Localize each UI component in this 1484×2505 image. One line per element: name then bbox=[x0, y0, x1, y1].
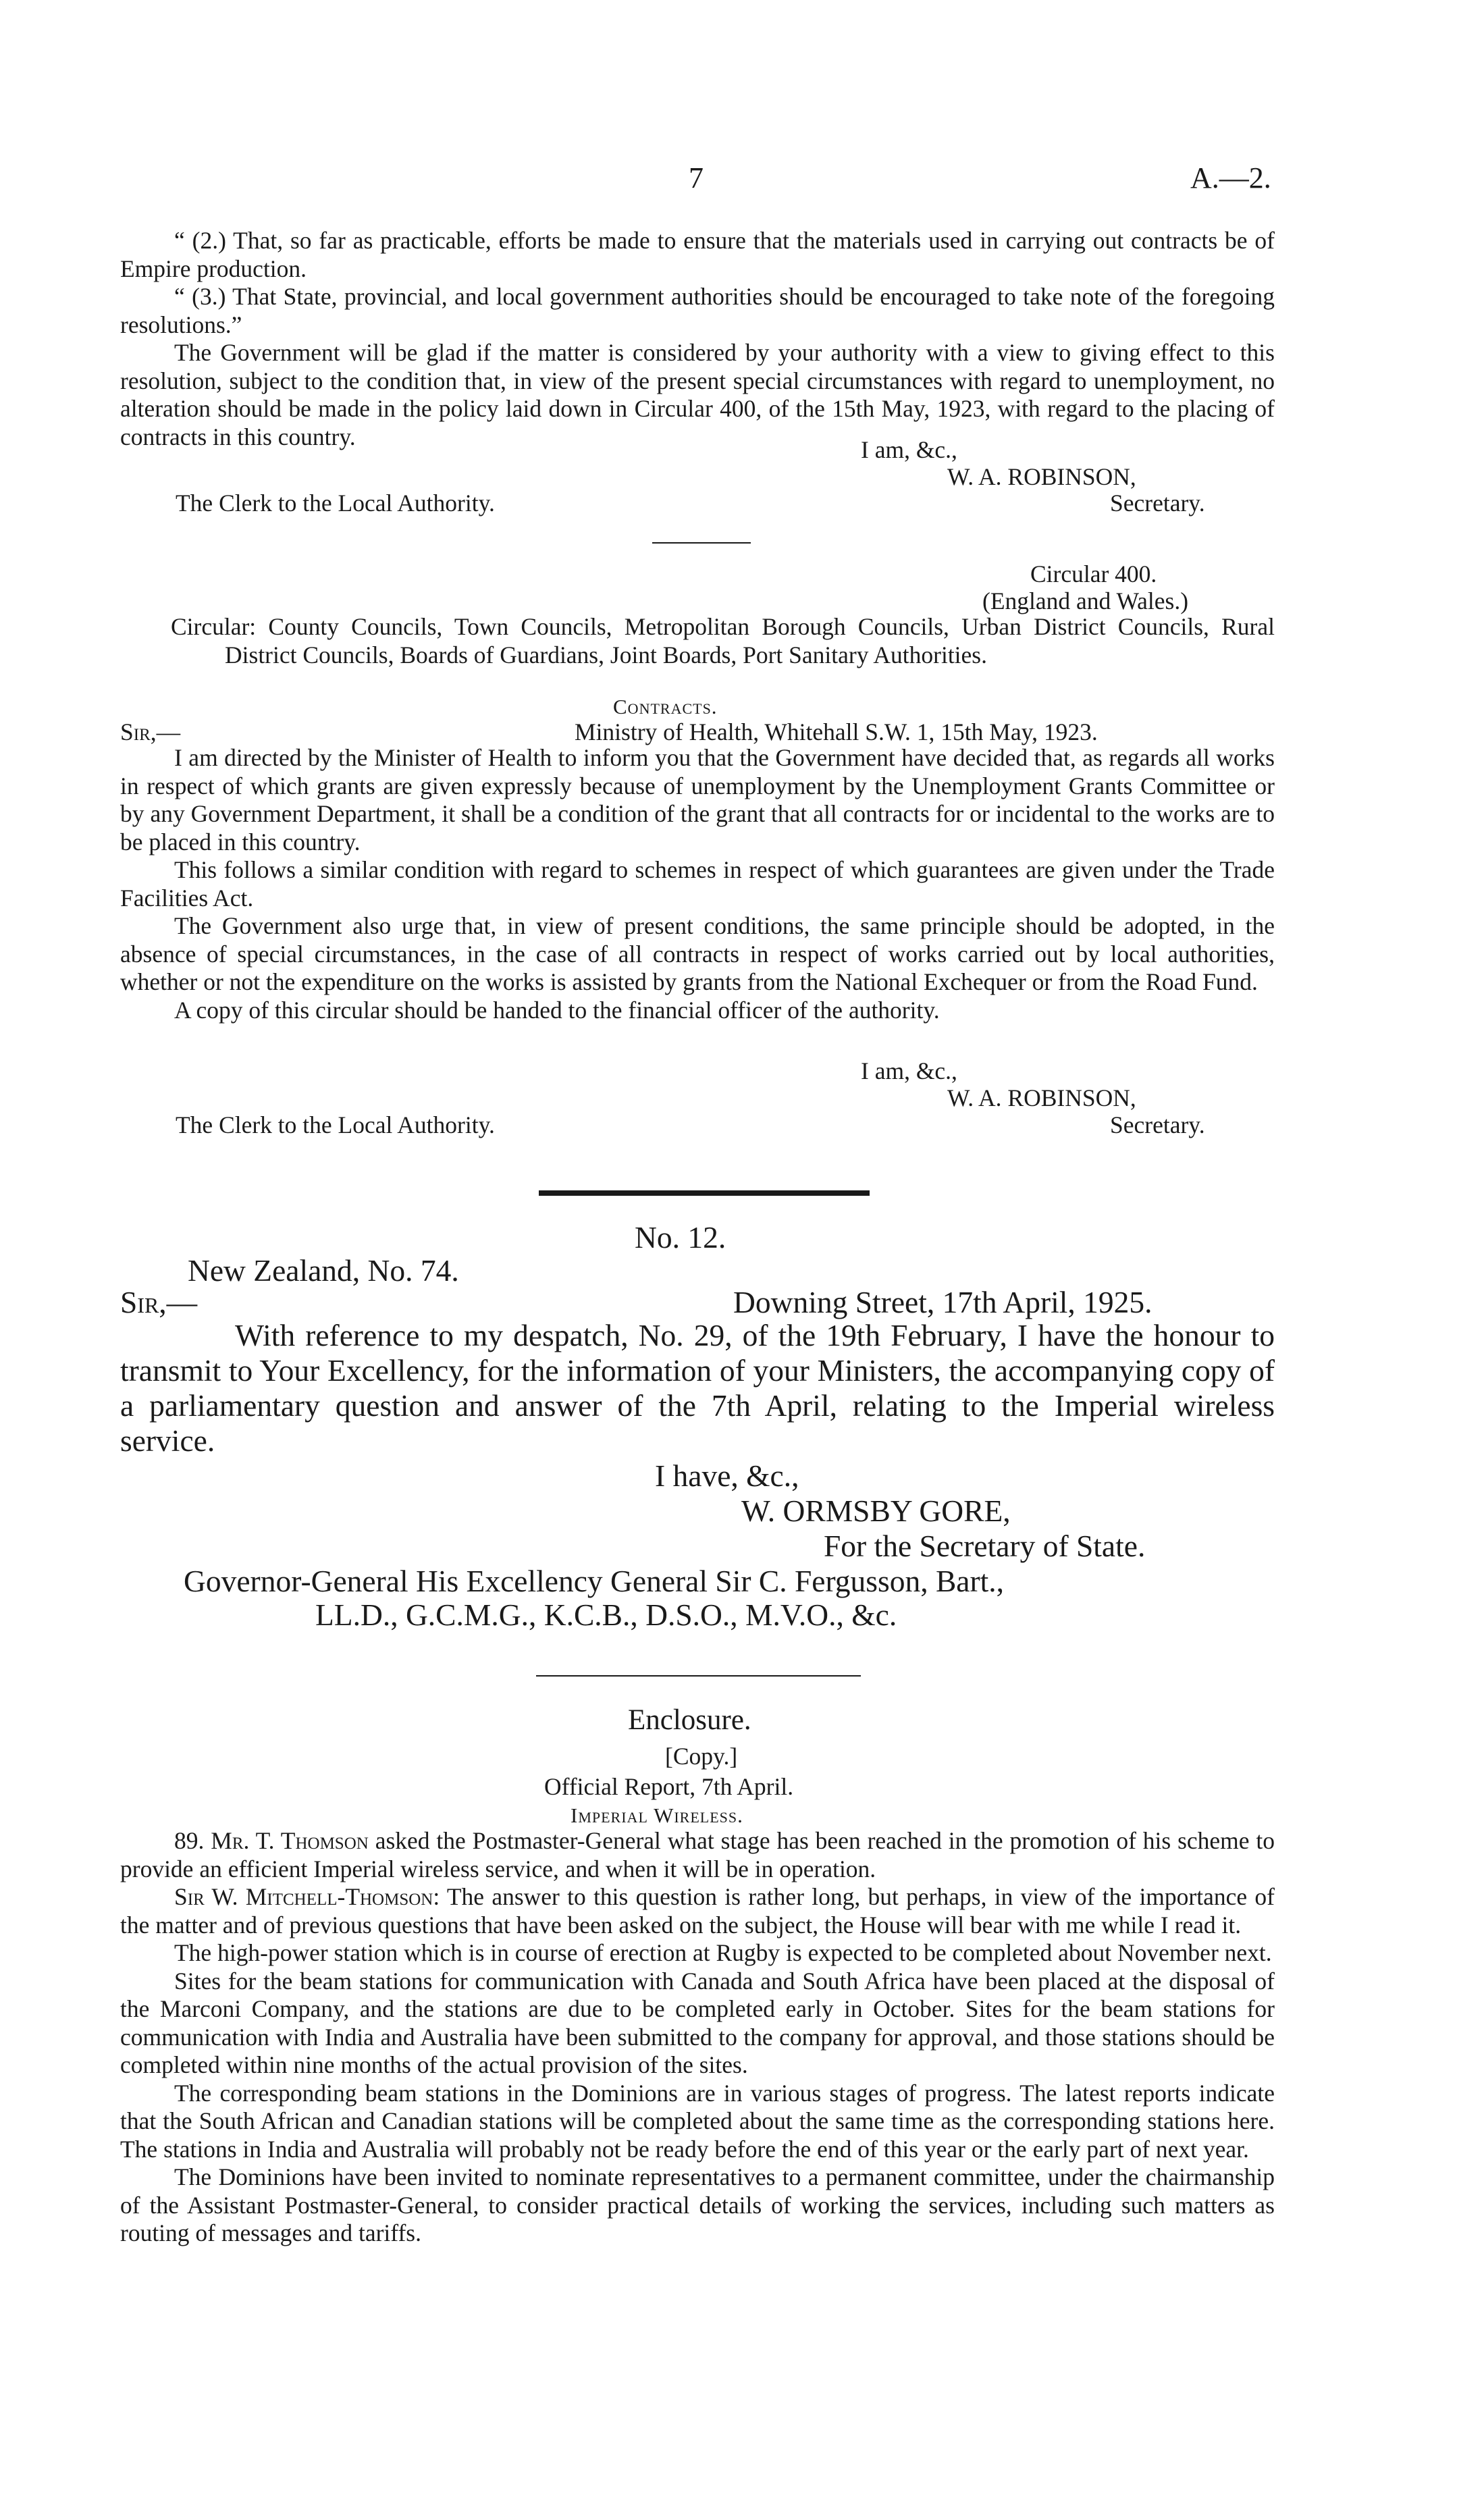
resolution-3: “ (3.) That State, provincial, and local government authorities should be encouraged to take note of the foregoing resolutions.” bbox=[120, 283, 1275, 338]
answer-paragraph-dominions: The corresponding beam stations in the Dominions are in various stages of progress. The latest reports indicate that the South African and Canadian stations will be completed about the same time as the corresponding stations here. The stations in India and Australia will probably not be ready before the end of this year or the early part of next year. bbox=[120, 2079, 1275, 2163]
answer-paragraph-sites: Sites for the beam stations for communication with Canada and South Africa have been placed at the disposal of the Marconi Company, and the stations are due to be completed early in October. Sites for the beam stations for communication with India and Australia have been submitted to the company for approval, and those stations should be completed within nine months of the actual provision of the sites. bbox=[120, 1967, 1275, 2078]
addressee-2: The Clerk to the Local Authority. bbox=[176, 1111, 495, 1138]
enclosure-body bbox=[120, 1827, 1275, 2248]
question-paragraph bbox=[120, 1827, 1275, 1883]
thick-divider bbox=[539, 1190, 870, 1196]
government-paragraph: The Government will be glad if the matter is considered by your authority with a view to giving effect to this resolution, subject to the condition that, in view of the present special circumstances with regard to unemployment, no alteration should be made in the policy laid down in Circular 400, of the 15th May, 1923, with regard to the placing of contracts in this country. bbox=[120, 339, 1275, 450]
circular-number: Circular 400. bbox=[1030, 560, 1157, 587]
short-divider-1 bbox=[652, 542, 751, 544]
circular-salutation: Sir,— bbox=[120, 718, 181, 745]
closing-2: I am, &c., bbox=[861, 1057, 957, 1084]
question-text: asked the Postmaster-General what stage has been reached in the promotion of his scheme to provide an efficient Imperial wireless service, and when it will be in operation. bbox=[120, 1827, 1275, 1882]
despatch-for-title: For the Secretary of State. bbox=[824, 1529, 1146, 1563]
signatory-1: W. A. ROBINSON, bbox=[947, 463, 1136, 490]
despatch-place-date: Downing Street, 17th April, 1925. bbox=[733, 1285, 1152, 1319]
page-number: 7 bbox=[689, 161, 704, 194]
despatch-signatory: W. ORMSBY GORE, bbox=[741, 1494, 1011, 1528]
despatch-closing: I have, &c., bbox=[655, 1458, 799, 1493]
signatory-2: W. A. ROBINSON, bbox=[947, 1084, 1136, 1111]
addressee-1: The Clerk to the Local Authority. bbox=[176, 490, 495, 517]
despatch-addressee-line-2: LL.D., G.C.M.G., K.C.B., D.S.O., M.V.O., &c. bbox=[315, 1598, 897, 1632]
short-divider-2 bbox=[536, 1675, 861, 1677]
document-reference: A.—2. bbox=[1190, 161, 1271, 194]
question-speaker: Mr. T. Thomson bbox=[211, 1827, 369, 1854]
despatch-number: No. 12. bbox=[635, 1220, 726, 1255]
answer-paragraph-committee: The Dominions have been invited to nominate representatives to a permanent committee, under the chairmanship of the Assistant Postmaster-General, to consider practical details of working the services, including such matters as routing of messages and tariffs. bbox=[120, 2163, 1275, 2246]
signatory-title-1: Secretary. bbox=[1110, 490, 1205, 517]
closing-1: I am, &c., bbox=[861, 436, 957, 463]
enclosure-heading: Enclosure. bbox=[628, 1704, 751, 1736]
circular-region: (England and Wales.) bbox=[982, 587, 1189, 614]
circular-paragraph-1: I am directed by the Minister of Health to inform you that the Government have decided that, as regards all works in respect of which grants are given expressly because of unemployment by the Unemployment Grants Committee or by any Government Department, it shall be a condition of the grant that all contracts for or incidental to the works are to be placed in this country. bbox=[120, 744, 1275, 855]
despatch-addressee-line-1: Governor-General His Excellency General Sir C. Fergusson, Bart., bbox=[184, 1564, 1005, 1598]
answer-text: : The answer to this question is rather long, but perhaps, in view of the importance of the matter and of previous questions that have been asked on the subject, the House will bear with me while I read it. bbox=[120, 1883, 1275, 1939]
continuation-section bbox=[120, 227, 1275, 451]
question-number: 89. bbox=[174, 1827, 205, 1854]
enclosure-report-title: Official Report, 7th April. bbox=[544, 1773, 794, 1800]
circular-paragraph-2: This follows a similar condition with regard to schemes in respect of which guarantees are given under the Trade Facilities Act. bbox=[120, 856, 1275, 912]
circular-paragraph-3: The Government also urge that, in view of present conditions, the same principle should be adopted, in the absence of special circumstances, in the case of all contracts in respect of works carried out by local authorities, whether or not the expenditure on the works is assisted by grants from the National Exchequer or from the Road Fund. bbox=[120, 912, 1275, 995]
enclosure-subject: Imperial Wireless. bbox=[571, 1803, 743, 1827]
answer-paragraph-rugby: The high-power station which is in course of erection at Rugby is expected to be completed about November next. bbox=[174, 1939, 1272, 1966]
despatch-reference: New Zealand, No. 74. bbox=[188, 1253, 459, 1288]
enclosure-copy-note: [Copy.] bbox=[665, 1743, 738, 1770]
circular-place-date: Ministry of Health, Whitehall S.W. 1, 15th May, 1923. bbox=[575, 718, 1098, 745]
circular-body bbox=[120, 744, 1275, 1024]
circular-heading: Contracts. bbox=[613, 695, 718, 718]
circular-paragraph-4: A copy of this circular should be handed to the financial officer of the authority. bbox=[174, 996, 940, 1024]
despatch-body: With reference to my despatch, No. 29, of the 19th February, I have the honour to transmit to Your Excellency, for the information of your Ministers, the accompanying copy of a parliamentary question and answer of the 7th April, relating to the Imperial wireless service. bbox=[120, 1318, 1275, 1458]
despatch-salutation: Sir,— bbox=[120, 1285, 198, 1319]
answer-paragraph bbox=[120, 1883, 1275, 1939]
circular-distribution: Circular: County Councils, Town Councils, Metropolitan Borough Councils, Urban District Councils, Rural District Councils, Boards of Guardians, Joint Boards, Port Sanitary Authorities. bbox=[171, 613, 1275, 668]
signatory-title-2: Secretary. bbox=[1110, 1111, 1205, 1138]
answer-speaker: Sir W. Mitchell-Thomson bbox=[174, 1883, 433, 1910]
resolution-2: “ (2.) That, so far as practicable, efforts be made to ensure that the materials used in carrying out contracts be of Empire production. bbox=[120, 227, 1275, 282]
